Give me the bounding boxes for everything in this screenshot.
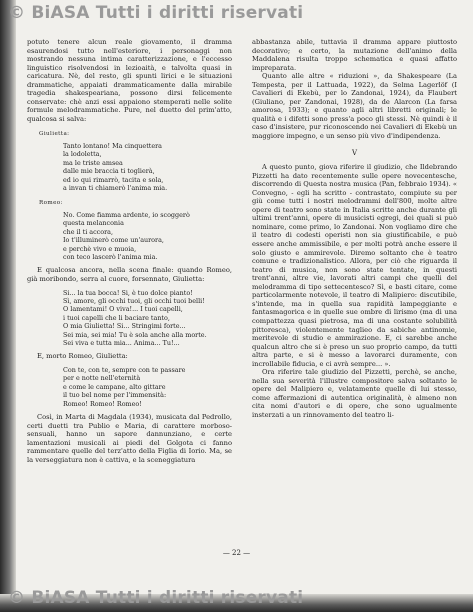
verse-line: il tuo bel nome per l'immensità: (63, 391, 167, 400)
verse-line: Sì, amore, gli occhi tuoi, gli occhi tuoi belli! (63, 296, 205, 305)
verse-block-1 (63, 142, 232, 192)
verse-line: ma le triste amsea (63, 158, 123, 167)
speaker-label: Romeo: (39, 200, 63, 207)
left-column (27, 38, 232, 464)
verse-block-3 (63, 289, 232, 348)
paragraph: abbastanza abile, tuttavia il dramma appare piuttosto decorativo; e certo, la mutazione dell'animo della Maddalena risulta troppo schematica e quasi affatto impreparata. (252, 38, 457, 72)
verse-line: a invan ti chiamerò l'anima mia. (63, 184, 168, 193)
verse-line: No. Come fiamma ardente, io scoggerò (63, 211, 190, 219)
watermark-bottom: © BiASA Tutti i diritti riservati (8, 588, 304, 608)
right-column (252, 38, 457, 420)
verse-line: Io t'illuminerò come un'aurora, (63, 236, 164, 245)
verse-line: e perchè vivo e muoia, (63, 244, 137, 253)
verse-line: O lamentami! O viva!... I tuoi capelli, (63, 305, 183, 314)
paragraph: A questo punto, giova riferire il giudizio, che Ildebrando Pizzetti ha dato recentemente sulle opere novecentesche, discorrendo di Questa nostra musica (Pan, febbraio 1934). « Convegno, - egli ha scritto - contrastato, compiute su per giù come tutti i nostri melodrammi dell'800, molte altre opere di teatro sono state in Italia scritte anche durante gli ultimi trent'anni, opere di musicisti egregi, dei quali si può nominare, come primo, lo Zandonai. Non vogliamo dire che il teatro di codesti operisti non sia giustificabile, e può essere anche ammissibile, e per molti potrà anche essere il solo giusto e ammirevole. Diremo soltanto che è teatro comune e tradizionalistico. Allora, per ciò che riguarda il teatro di musica, non sono state tentate, in questi trent'anni, altre vie, lavorati altri campi che quelli del melodramma di tipo settecentesco? Sì, e basti citare, come particolarmente notevole, il teatro di Malipiero: discutibile, s'intende, ma in quella sua rapidità lampeggiante e fantasmagorica e in quelle sue ombre di lirismo (ma di una compattezza quasi pietrosa, ma di una costante solubilità pittoresca), violentemente taglieo da sabiche antinomie, meritevole di studio e ammirazione. E, ci sarebbe anche qualcun altro che si è preso un suo proprio campo, da tutti altra parte, e si è messo a lavorarci duramente, con incrollabile fiducia, e ci avrà sempre... ». (252, 163, 457, 368)
verse-line: per e notte nell'eternità (63, 374, 141, 383)
verse-line: Sei viva e tutta mia... Anima... Tu!... (63, 338, 180, 347)
paragraph: potuto tenere alcun reale giovamento, il dramma esaurendosi tutto nell'esteriore, i personaggi non mostrando nessuna intima caratterizzazione, e l'eccesso linguistico risolvendosi in lezioaità, e talvolta quasi in caricatura. Nè, del resto, gli spunti lirici e le situazioni drammatiche, appaiati drammaticamente dalla mirabile tragedia shakespeariana, possono dirsi felicemente conservate: chè anzi essi appaiono stemperati nelle solite formule melodrammatiche. Pure, nel duetto del prim'atto, qualcosa si salva: (27, 38, 232, 123)
verse-line: questa melanconia (63, 219, 124, 228)
verse-line: Tanto lontano! Ma cinquettera (63, 142, 162, 151)
page-number: — 22 — (222, 549, 251, 557)
verse-line: Sei mia, sei mia! Tu è sola anche alla morte. (63, 330, 207, 339)
verse-line: e come le campane, alto gittare (63, 382, 166, 391)
verse-line: con teco lascerò l'anima mia. (63, 253, 158, 262)
paragraph: Ora riferire tale giudizio del Pizzetti, perchè, se anche, nella sua severità l'illustre compositore salva soltanto le opere del Malipiero e, velatamente quelle di lui stesso, come affermazioni di autentica originalità, è almeno non cita nomi d'autori e di opere, che sono ugualmente insterzati a un rinnovamento del teatro li- (252, 368, 457, 419)
verse-line: la lodoletta, (63, 150, 102, 159)
paragraph: Quanto alle altre « riduzioni », da Shakespeare (La Tempesta, per il Lattuada, 1922), da Selma Lagerlöf (I Cavalieri di Ekebù, per lo Zandonai, 1924), da Flaubert (Giuliano, per Zandonai, 1928), da de Alarcon (La farsa amorosa, 1933); e quanto agli altri libretti originali; le qualità e i difetti sono press'a poco gli stessi. Nè quindi è il caso d'insistere, pur riconoscendo nei Cavalieri di Ekebù un maggiore impegno, e un senso più vivo d'indipendenza. (252, 72, 457, 141)
verse-block-4 (63, 366, 232, 408)
verse-line: Si... la tua bocca! Si, è tuo dolce pianto! (63, 288, 193, 297)
verse-line: Romeo! Romeo! Romeo! (63, 399, 142, 408)
verse-line: Con te, con te, sempre con te passare (63, 365, 186, 374)
speaker-label: Giulietta: (39, 131, 70, 138)
scan-edge-left (0, 0, 16, 612)
verse-line: che il ti accora, (63, 227, 113, 236)
paragraph: E qualcosa ancora, nella scena finale: quando Romeo, già moribondo, serra al cuore, forsennato, Giulietta: (27, 266, 232, 283)
paragraph: E, morto Romeo, Giulietta: (37, 352, 128, 361)
verse-line: i tuoi capelli che li baciare tanto, (63, 313, 170, 322)
verse-block-2 (63, 211, 232, 261)
verse-line: O mia Giulietta! Si... Stringimi forte... (63, 322, 186, 331)
verse-line: dalle mie braccia ti toglierà, (63, 167, 155, 176)
section-number: V (351, 148, 358, 157)
paragraph: Così, in Marta di Magdala (1934), musicata dal Pedrollo, certi duetti tra Publio e Maria, di carattere morboso-sensuali, hanno un sapore dannunziano, e certe lamentazioni musicali ai piedi del Golgota ci fanno rammentare quelle del terz'atto della Figlia di Iorio. Ma, se la verseggiatura non è cattiva, e la sceneggiatura (27, 412, 232, 464)
verse-line: ed io qui rimarrò, tacita e sola, (63, 175, 164, 184)
watermark-top: © BiASA Tutti i diritti riservati (8, 3, 304, 23)
